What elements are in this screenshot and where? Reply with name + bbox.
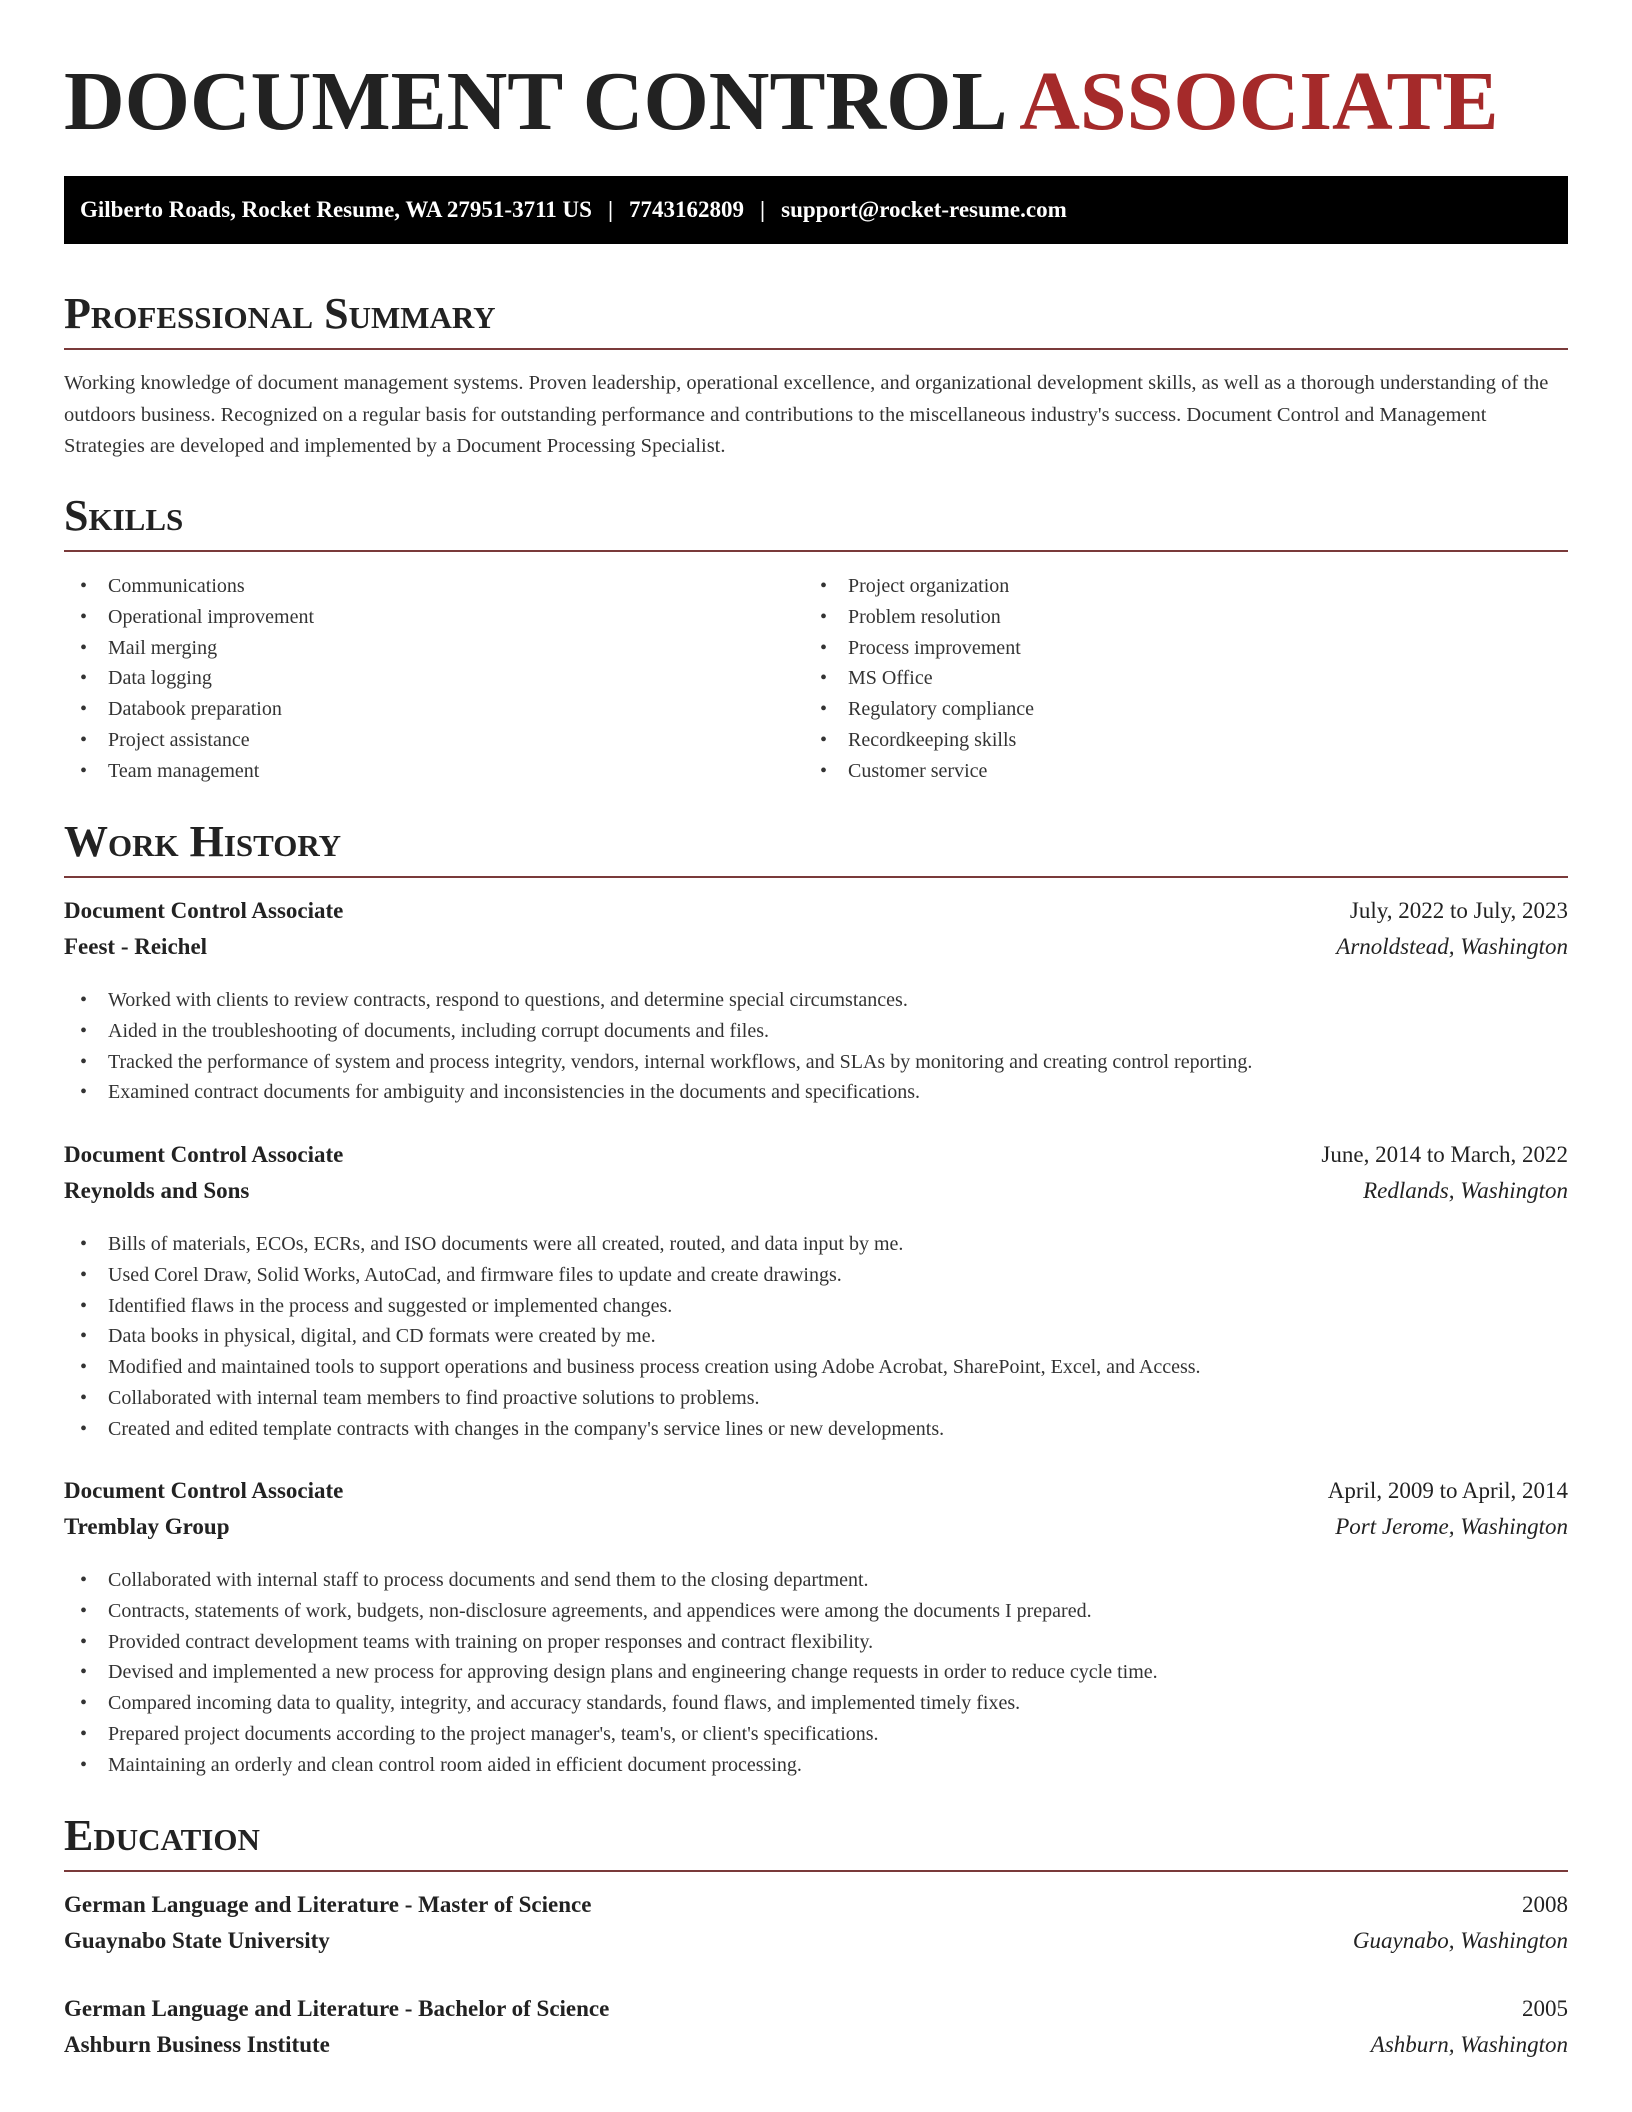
education-location: Guaynabo, Washington bbox=[1352, 1928, 1568, 1953]
contact-separator: | bbox=[760, 197, 766, 222]
job-header bbox=[64, 898, 1568, 934]
skill-item: • Process improvement bbox=[804, 633, 1544, 664]
job-bullet: • Created and edited template contracts with changes in the company's service lines or new developments. bbox=[64, 1414, 1568, 1445]
education-header bbox=[64, 1892, 1568, 1928]
job-bullet: • Compared incoming data to quality, integrity, and accuracy standards, found flaws, and implemented timely fixes. bbox=[64, 1688, 1568, 1719]
job-bullet: • Bills of materials, ECOs, ECRs, and ISO documents were all created, routed, and data input by me. bbox=[64, 1229, 1568, 1260]
job-bullet: • Devised and implemented a new process for approving design plans and engineering change requests in order to reduce cycle time. bbox=[64, 1657, 1568, 1688]
skill-item: • Data logging bbox=[64, 663, 804, 694]
work-history-heading: Work History bbox=[64, 814, 1568, 878]
job-bullet: • Examined contract documents for ambiguity and inconsistencies in the documents and specifications. bbox=[64, 1077, 1568, 1108]
summary-heading: Professional Summary bbox=[64, 286, 1568, 350]
skill-item: • Communications bbox=[64, 571, 804, 602]
job-location: Redlands, Washington bbox=[1363, 1178, 1568, 1203]
education-school: Guaynabo State University bbox=[64, 1928, 330, 1953]
job-bullets bbox=[64, 1229, 1568, 1445]
job-bullet: • Aided in the troubleshooting of documents, including corrupt documents and files. bbox=[64, 1016, 1568, 1047]
job-bullets bbox=[64, 1565, 1568, 1781]
education-subheader bbox=[64, 1928, 1568, 1964]
job-bullets bbox=[64, 985, 1568, 1108]
title-accent: ASSOCIATE bbox=[1019, 55, 1499, 148]
job-header bbox=[64, 1142, 1568, 1178]
skill-item: • Project organization bbox=[804, 571, 1544, 602]
skills-heading: Skills bbox=[64, 488, 1568, 552]
skill-item: • Team management bbox=[64, 756, 804, 787]
job-bullet: • Prepared project documents according to the project manager's, team's, or client's specifications. bbox=[64, 1719, 1568, 1750]
contact-bar bbox=[64, 176, 1568, 244]
job-company: Tremblay Group bbox=[64, 1514, 230, 1539]
job-company: Reynolds and Sons bbox=[64, 1178, 250, 1203]
job-bullet: • Contracts, statements of work, budgets, non-disclosure agreements, and appendices were among the documents I prepared. bbox=[64, 1596, 1568, 1627]
education-header bbox=[64, 1996, 1568, 2032]
education-heading: Education bbox=[64, 1808, 1568, 1872]
job-location: Arnoldstead, Washington bbox=[1336, 934, 1568, 959]
skill-item: • Operational improvement bbox=[64, 602, 804, 633]
job-bullet: • Collaborated with internal staff to process documents and send them to the closing department. bbox=[64, 1565, 1568, 1596]
job-subheader bbox=[64, 1514, 1568, 1550]
contact-address: Gilberto Roads, Rocket Resume, WA 27951-3711 US bbox=[80, 197, 592, 222]
contact-separator: | bbox=[607, 197, 614, 222]
education-degree: German Language and Literature - Bachelor of Science bbox=[64, 1996, 610, 2021]
contact-email: support@rocket-resume.com bbox=[781, 197, 1067, 222]
skill-item: • Regulatory compliance bbox=[804, 694, 1544, 725]
job-location: Port Jerome, Washington bbox=[1335, 1514, 1568, 1539]
job-bullet: • Provided contract development teams with training on proper responses and contract flexibility. bbox=[64, 1627, 1568, 1658]
resume-title bbox=[64, 52, 1499, 152]
skill-item: • Mail merging bbox=[64, 633, 804, 664]
skill-item: • Problem resolution bbox=[804, 602, 1544, 633]
skill-item: • Databook preparation bbox=[64, 694, 804, 725]
education-year: 2005 bbox=[1522, 1996, 1568, 2021]
skill-item: • Project assistance bbox=[64, 725, 804, 756]
education-year: 2008 bbox=[1522, 1892, 1568, 1917]
skills-list-right bbox=[804, 571, 1544, 787]
education-location: Ashburn, Washington bbox=[1370, 2032, 1568, 2057]
skill-item: • MS Office bbox=[804, 663, 1544, 694]
job-bullet: • Identified flaws in the process and suggested or implemented changes. bbox=[64, 1291, 1568, 1322]
education-school: Ashburn Business Institute bbox=[64, 2032, 330, 2057]
job-dates: June, 2014 to March, 2022 bbox=[1321, 1142, 1568, 1167]
skill-item: • Customer service bbox=[804, 756, 1544, 787]
job-header bbox=[64, 1478, 1568, 1514]
job-dates: April, 2009 to April, 2014 bbox=[1327, 1478, 1568, 1503]
skill-item: • Recordkeeping skills bbox=[804, 725, 1544, 756]
job-bullet: • Data books in physical, digital, and CD formats were created by me. bbox=[64, 1321, 1568, 1352]
skills-list-left bbox=[64, 571, 804, 787]
job-title: Document Control Associate bbox=[64, 1478, 344, 1503]
job-title: Document Control Associate bbox=[64, 898, 344, 923]
job-bullet: • Modified and maintained tools to support operations and business process creation using Adobe Acrobat, SharePoint, Excel, and Access. bbox=[64, 1352, 1568, 1383]
job-dates: July, 2022 to July, 2023 bbox=[1349, 898, 1568, 923]
education-subheader bbox=[64, 2032, 1568, 2068]
job-bullet: • Collaborated with internal team members to find proactive solutions to problems. bbox=[64, 1383, 1568, 1414]
job-subheader bbox=[64, 934, 1568, 970]
education-degree: German Language and Literature - Master of Science bbox=[64, 1892, 592, 1917]
job-bullet: • Worked with clients to review contracts, respond to questions, and determine special circumstances. bbox=[64, 985, 1568, 1016]
summary-text: Working knowledge of document management systems. Proven leadership, operational excellence, and organizational development skills, as well as a thorough understanding of the outdoors business. Recognized on a regular basis for outstanding performance and contributions to the miscellaneous industry's success. Document Control and Management Strategies are developed and implemented by a Document Processing Specialist. bbox=[64, 372, 1549, 457]
job-company: Feest - Reichel bbox=[64, 934, 208, 959]
job-bullet: • Used Corel Draw, Solid Works, AutoCad, and firmware files to update and create drawings. bbox=[64, 1260, 1568, 1291]
title-main: DOCUMENT CONTROL bbox=[64, 55, 1003, 148]
job-bullet: • Tracked the performance of system and process integrity, vendors, internal workflows, and SLAs by monitoring and creating control reporting. bbox=[64, 1047, 1568, 1078]
job-title: Document Control Associate bbox=[64, 1142, 344, 1167]
job-bullet: • Maintaining an orderly and clean control room aided in efficient document processing. bbox=[64, 1750, 1568, 1781]
contact-phone: 7743162809 bbox=[629, 197, 745, 222]
job-subheader bbox=[64, 1178, 1568, 1214]
